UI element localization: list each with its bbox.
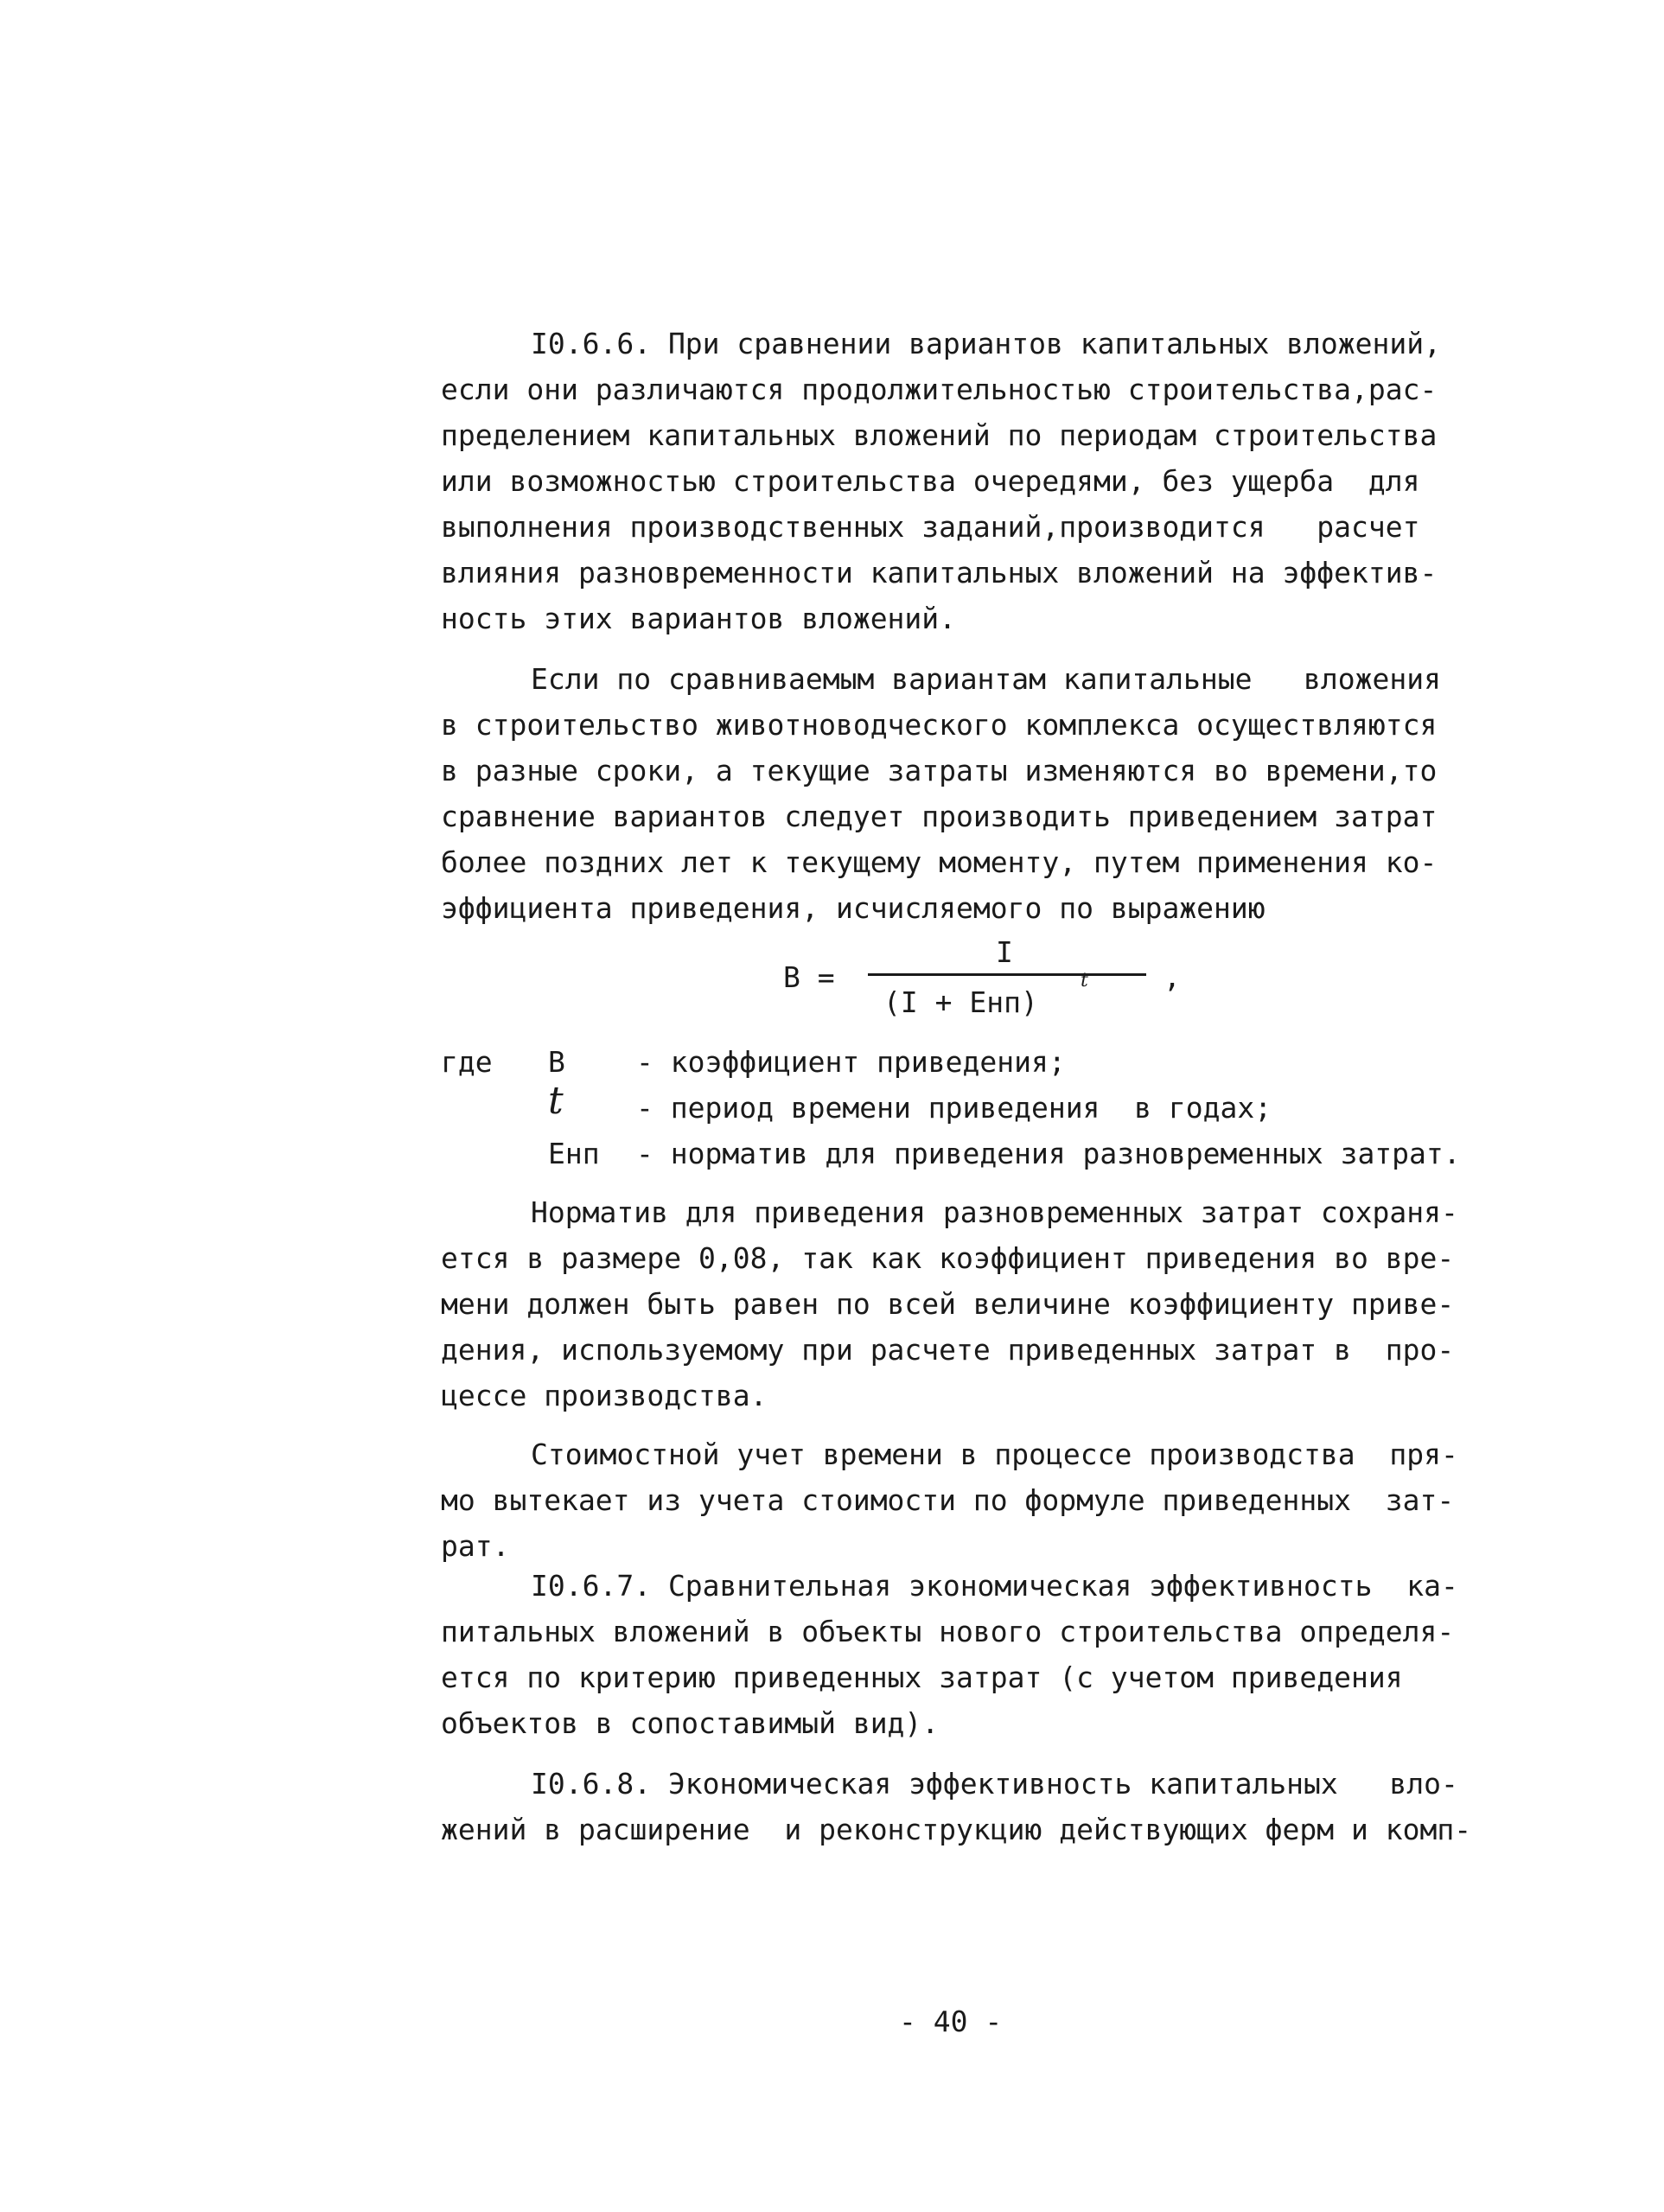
text-line: дения, используемому при расчете приведенных затрат в про-	[441, 1333, 1455, 1367]
text-line: питальных вложений в объекты нового строительства определя-	[441, 1615, 1455, 1648]
text-line: ется по критерию приведенных затрат (с учетом приведения	[441, 1661, 1403, 1694]
text-line: жений в расширение и реконструкцию действующих ферм и комп-	[441, 1813, 1472, 1846]
text-line: I0.6.6. При сравнении вариантов капитальных вложений,	[531, 327, 1441, 360]
text-line: в строительство животноводческого комплекса осуществляются	[441, 708, 1438, 742]
formula-numerator: I	[996, 935, 1013, 969]
formula-denominator: (I + Енп)	[883, 985, 1038, 1019]
text-line: в разные сроки, а текущие затраты изменяются во времени,то	[441, 754, 1438, 787]
text-line: выполнения производственных заданий,производится расчет	[441, 510, 1420, 544]
definition-symbol: Енп	[548, 1137, 600, 1170]
text-line: объектов в сопоставимый вид).	[441, 1706, 940, 1740]
formula-lhs: В =	[783, 960, 835, 994]
definition-symbol: t	[548, 1079, 564, 1123]
formula-exponent: t	[1081, 970, 1088, 991]
definition-text: - норматив для приведения разновременных затрат.	[636, 1137, 1461, 1170]
text-line: рат.	[441, 1529, 510, 1563]
text-line: сравнение вариантов следует производить приведением затрат	[441, 800, 1438, 833]
text-line: ность этих вариантов вложений.	[441, 602, 957, 635]
text-line: I0.6.7. Сравнительная экономическая эффективность ка-	[531, 1569, 1458, 1603]
text-line: эффициента приведения, исчисляемого по выражению	[441, 891, 1266, 925]
where-label: где	[441, 1045, 493, 1079]
definition-text: - коэффициент приведения;	[636, 1045, 1066, 1079]
definition-text: - период времени приведения в годах;	[636, 1091, 1272, 1125]
text-line: мо вытекает из учета стоимости по формуле приведенных зат-	[441, 1483, 1455, 1517]
text-line: или возможностью строительства очередями, без ущерба для	[441, 464, 1420, 498]
text-line: пределением капитальных вложений по периодам строительства	[441, 418, 1438, 452]
formula-trailing-comma: ,	[1164, 960, 1181, 994]
text-line: мени должен быть равен по всей величине коэффициенту приве-	[441, 1287, 1455, 1321]
definition-symbol: В	[548, 1045, 565, 1079]
page-number: - 40 -	[899, 2005, 1003, 2038]
fraction-bar	[868, 973, 1146, 976]
text-line: Стоимостной учет времени в процессе производства пря-	[531, 1437, 1458, 1471]
text-line: I0.6.8. Экономическая эффективность капитальных вло-	[531, 1767, 1458, 1801]
text-line: цессе производства.	[441, 1379, 768, 1412]
text-line: более поздних лет к текущему моменту, путем применения ко-	[441, 845, 1438, 879]
text-line: если они различаются продолжительностью строительства,рас-	[441, 373, 1438, 406]
text-line: влияния разновременности капитальных вложений на эффектив-	[441, 556, 1438, 590]
text-line: Норматив для приведения разновременных затрат сохраня-	[531, 1195, 1458, 1229]
text-line: Если по сравниваемым вариантам капитальные вложения	[531, 662, 1441, 696]
text-line: ется в размере 0,08, так как коэффициент приведения во вре-	[441, 1241, 1455, 1275]
